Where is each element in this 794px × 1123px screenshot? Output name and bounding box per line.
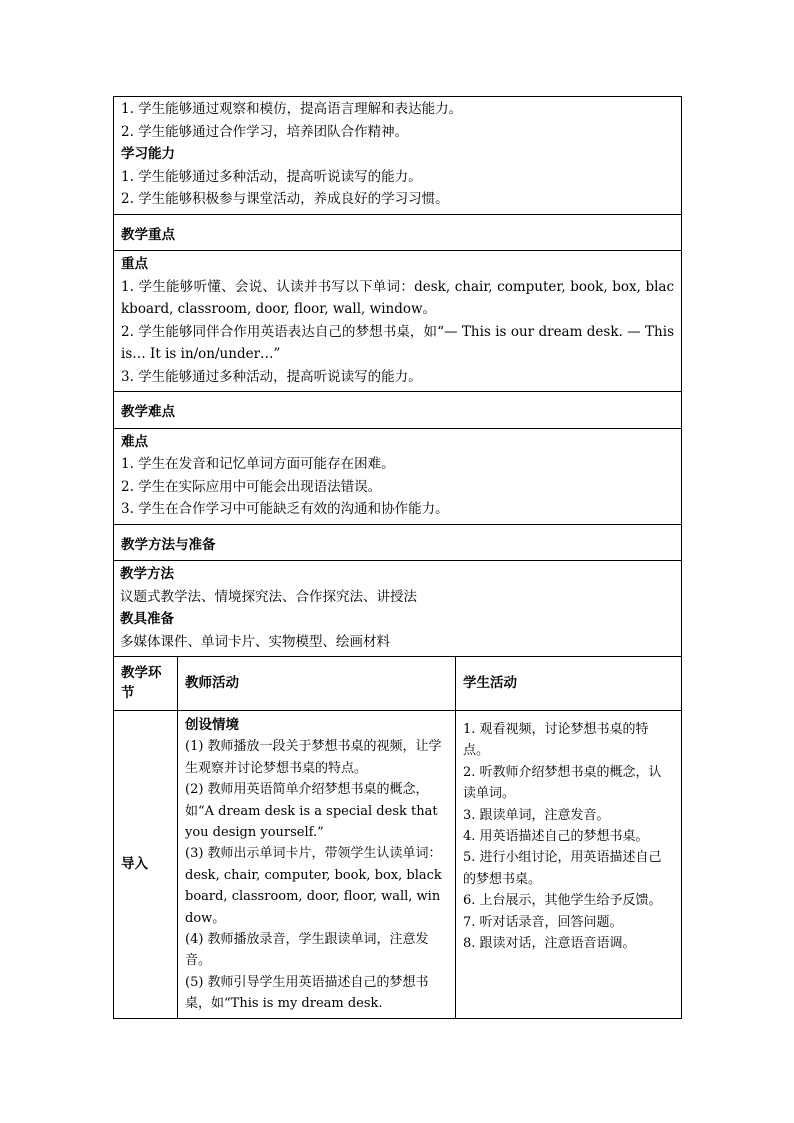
student-activity-cell <box>456 711 682 1019</box>
difficult-points-heading: 教学难点 <box>121 404 175 420</box>
difficult-sub-heading: 难点 <box>121 433 148 450</box>
goals-row <box>114 97 682 215</box>
key-content-row <box>114 251 682 392</box>
difficult-heading-row <box>114 392 682 429</box>
lesson-plan-table <box>113 96 682 1019</box>
difficult-heading-cell <box>114 392 682 429</box>
teacher-activity-heading: 创设情境 <box>185 717 239 733</box>
goal-line: 1. 学生能够通过观察和模仿，提高语言理解和表达能力。 <box>121 101 463 117</box>
stage-column-header: 教学环节 <box>114 657 178 711</box>
difficult-content-row <box>114 428 682 524</box>
stage-name: 导入 <box>114 711 178 1019</box>
methods-heading-row <box>114 524 682 561</box>
difficult-line: 2. 学生在实际应用中可能会出现语法错误。 <box>121 478 382 495</box>
key-line: 2. 学生能够同伴合作用英语表达自己的梦想书桌，如“— This is our dream desk. — This is… It is in/on/under…” <box>121 323 675 362</box>
difficult-line: 3. 学生在合作学习中可能缺乏有效的沟通和协作能力。 <box>121 501 449 517</box>
key-heading-row <box>114 214 682 251</box>
methods-heading-cell <box>114 524 682 561</box>
goals-cell <box>114 97 682 215</box>
goal-line: 2. 学生能够通过合作学习，培养团队合作精神。 <box>121 123 409 140</box>
teacher-activity-line: (5) 教师引导学生用英语描述自己的梦想书桌，如“This is my dream desk. <box>185 974 429 1012</box>
key-heading-cell <box>114 214 682 251</box>
teaching-methods-heading: 教学方法 <box>120 566 174 582</box>
student-activity-line: 1. 观看视频，讨论梦想书桌的特点。 <box>463 722 649 759</box>
activity-row-intro <box>114 711 682 1019</box>
teacher-activity-line: (2) 教师用英语简单介绍梦想书桌的概念，如“A dream desk is a special desk that you design yourself.” <box>185 782 438 841</box>
goal-line: 2. 学生能够积极参与课堂活动，养成良好的学习习惯。 <box>121 191 449 207</box>
difficult-content-cell <box>114 428 682 524</box>
teacher-activity-line: (4) 教师播放录音，学生跟读单词，注意发音。 <box>185 932 429 969</box>
student-activity-line: 7. 听对话录音，回答问题。 <box>463 914 623 930</box>
student-activity-line: 2. 听教师介绍梦想书桌的概念，认读单词。 <box>463 764 662 802</box>
learning-ability-heading: 学习能力 <box>121 146 175 162</box>
key-line: 3. 学生能够通过多种活动，提高听说读写的能力。 <box>121 368 422 385</box>
goal-line: 1. 学生能够通过多种活动，提高听说读写的能力。 <box>121 168 422 185</box>
student-activity-line: 3. 跟读单词，注意发音。 <box>463 807 610 823</box>
teacher-column-header: 教师活动 <box>178 657 456 711</box>
methods-content-cell <box>114 561 682 657</box>
teaching-methods-text: 议题式教学法、情境探究法、合作探究法、讲授法 <box>120 588 417 605</box>
key-line: 1. 学生能够听懂、会说、认读并书写以下单词：desk, chair, computer, book, box, blackboard, classroom, door, floor, wall, window。 <box>121 278 675 317</box>
methods-preparation-heading: 教学方法与准备 <box>121 536 216 553</box>
lesson-plan-document <box>113 96 681 1019</box>
key-sub-heading: 重点 <box>121 256 148 272</box>
student-column-header: 学生活动 <box>456 657 682 711</box>
difficult-line: 1. 学生在发音和记忆单词方面可能存在困难。 <box>121 456 395 472</box>
teacher-activity-cell <box>178 711 456 1019</box>
activity-header-row <box>114 657 682 711</box>
student-activity-line: 8. 跟读对话，注意语音语调。 <box>463 936 636 952</box>
teacher-activity-line: (3) 教师出示单词卡片，带领学生认读单词：desk, chair, computer, book, box, blackboard, classroom, door, floor, wall, window。 <box>185 846 442 926</box>
methods-content-row <box>114 561 682 657</box>
teaching-tools-text: 多媒体课件、单词卡片、实物模型、绘画材料 <box>120 633 390 650</box>
student-activity-line: 6. 上台展示，其他学生给予反馈。 <box>463 893 662 909</box>
student-activity-line: 4. 用英语描述自己的梦想书桌。 <box>463 829 649 845</box>
student-activity-line: 5. 进行小组讨论，用英语描述自己的梦想书桌。 <box>463 850 662 887</box>
key-points-heading: 教学重点 <box>121 226 175 243</box>
key-content-cell <box>114 251 682 392</box>
teacher-activity-line: (1) 教师播放一段关于梦想书桌的视频，让学生观察并讨论梦想书桌的特点。 <box>185 739 442 776</box>
teaching-tools-heading: 教具准备 <box>120 611 174 627</box>
